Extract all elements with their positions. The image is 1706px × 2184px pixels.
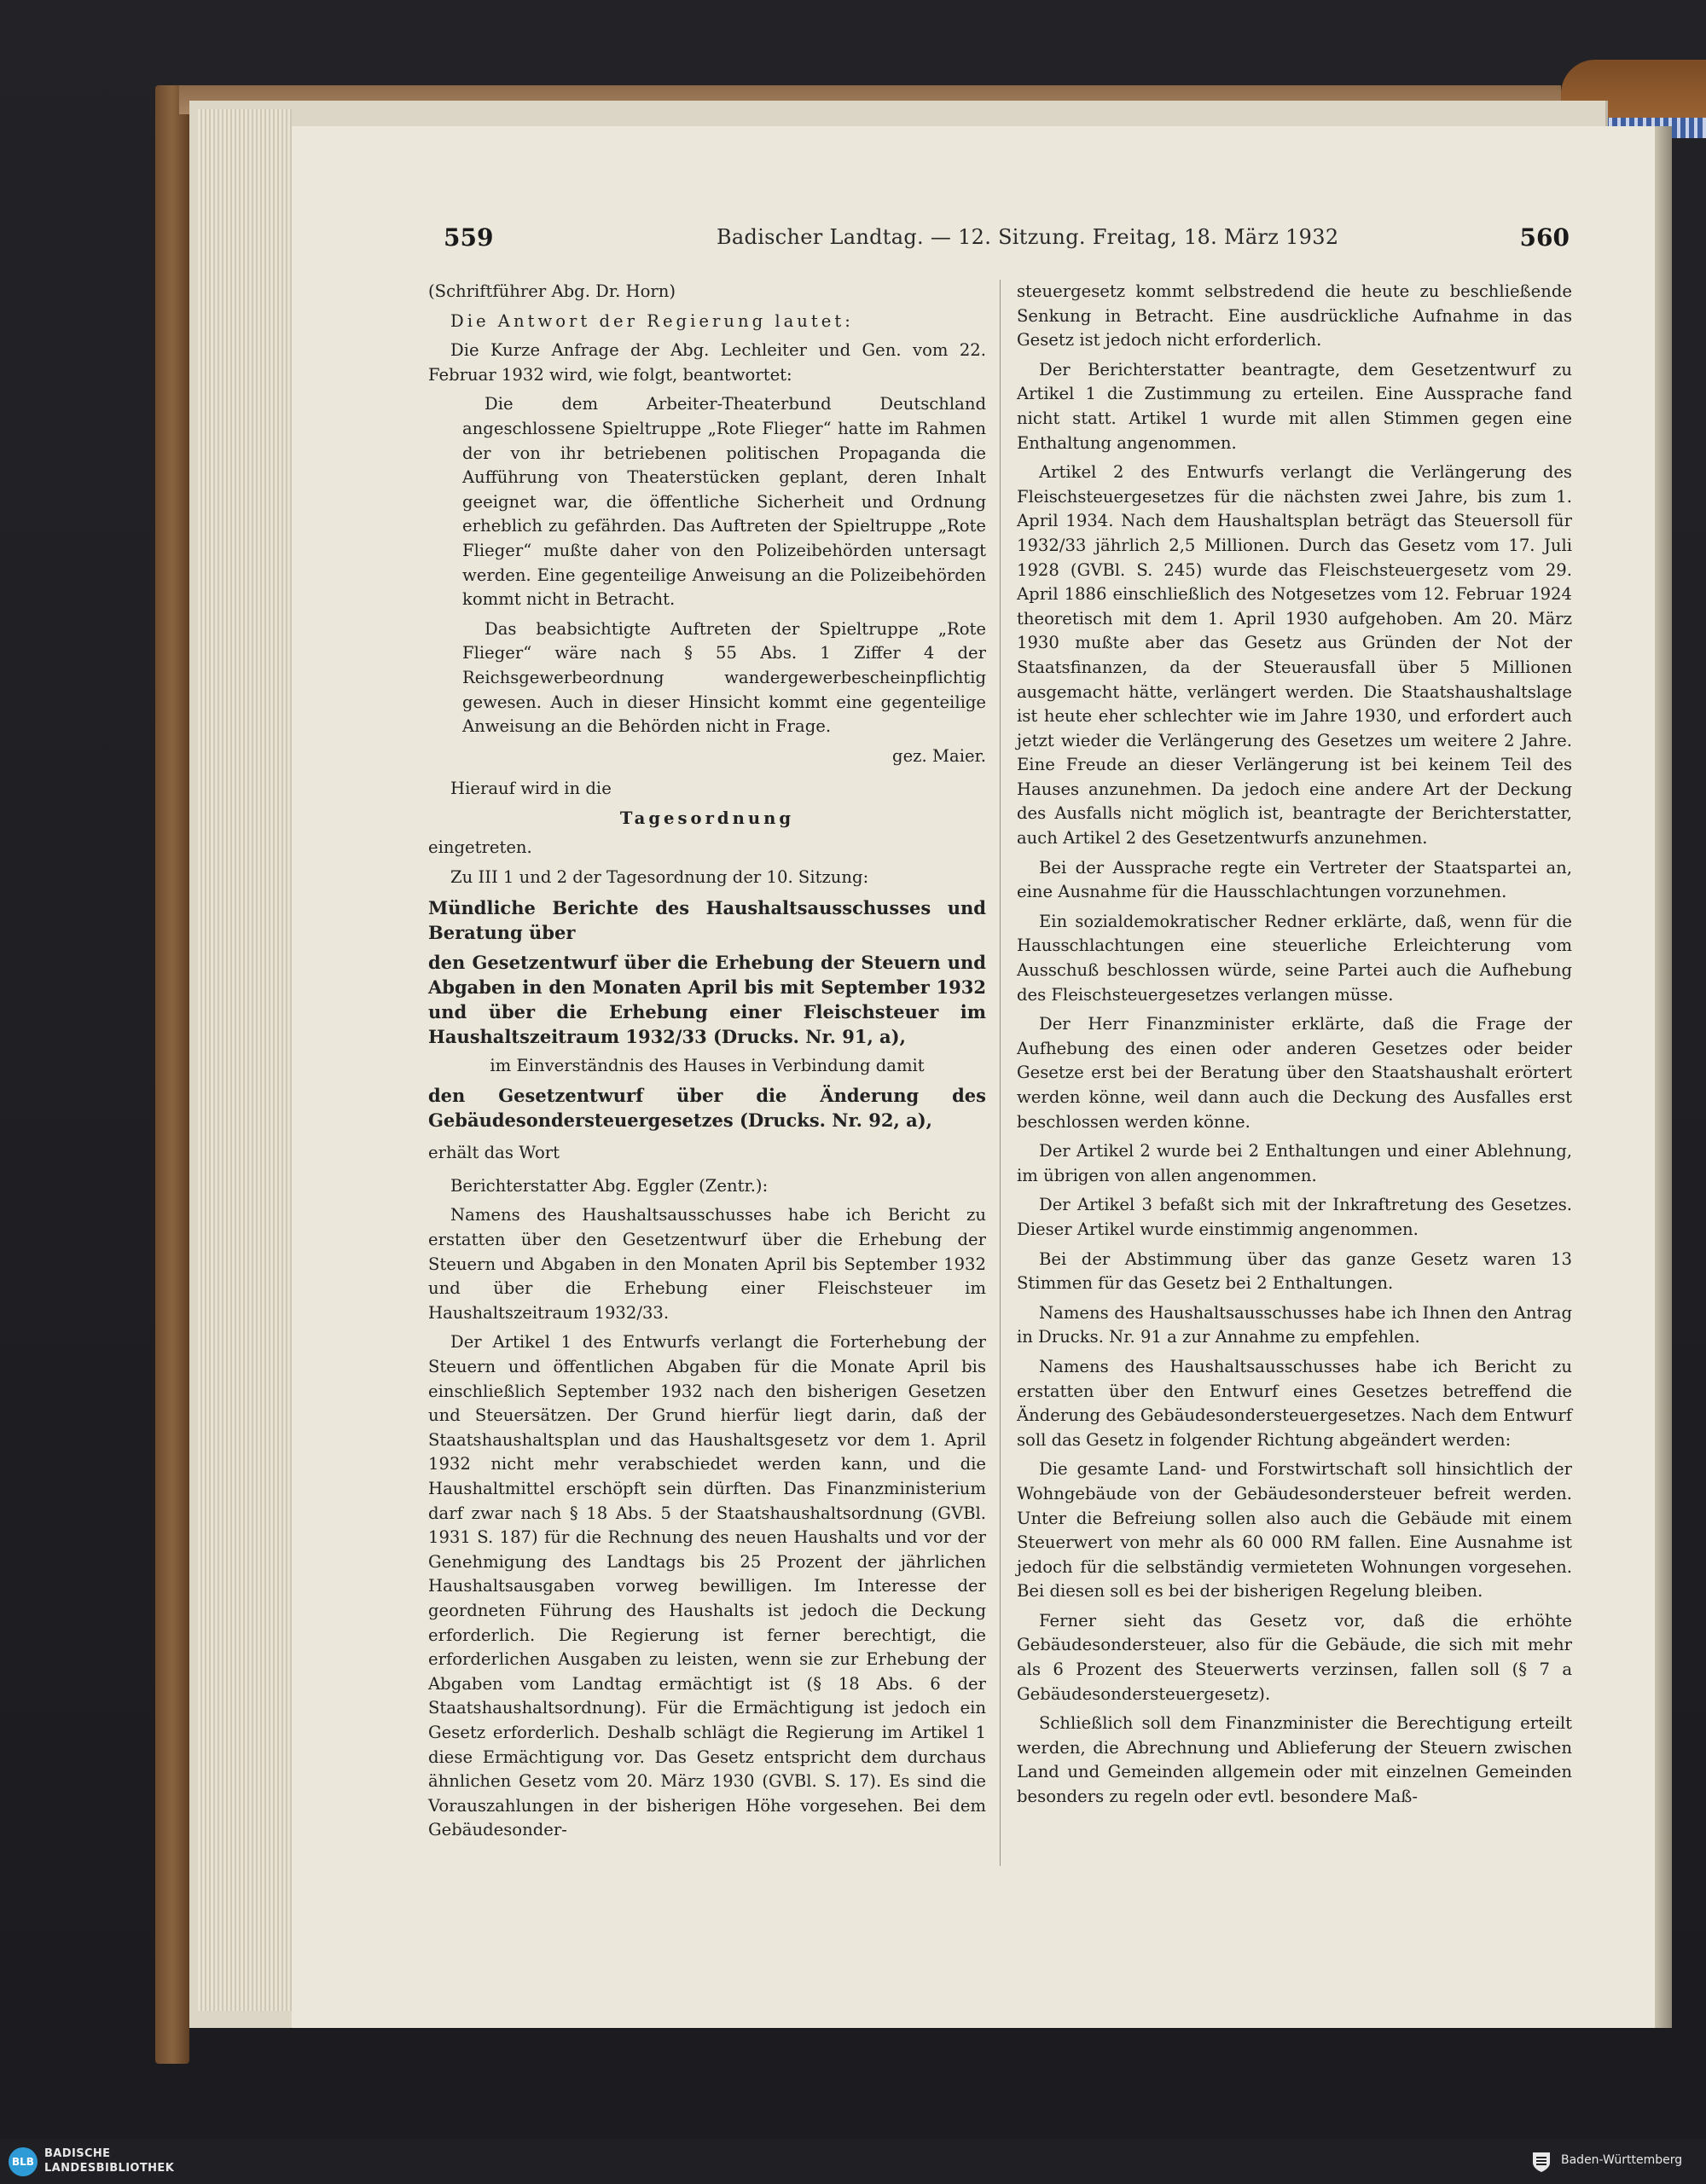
agenda-heading: den Gesetzentwurf über die Erhebung der Steuern und Abgaben in den Monaten April bis mit September 1932 und über die Erhebung einer Fleischsteuer im Haushaltszeitraum 1932/33 (Drucks. Nr. 91, a), [428, 951, 986, 1047]
paragraph: Der Artikel 3 befaßt sich mit der Inkraftretung des Gesetzes. Dieser Artikel wurde einstimmig angenommen. [1017, 1195, 1572, 1239]
paragraph: Die Antwort der Regierung lautet: [450, 310, 854, 331]
paragraph: Die gesamte Land- und Forstwirtschaft soll hinsichtlich der Wohngebäude von der Gebäudesondersteuer befreit werden. Unter die Befreiung sollen also auch die Gebäude mit einem Steuerwert von mehr als 60 000 RM fallen. Eine Ausnahme ist jedoch für die selbständig vermieteten Wohnungen vorgesehen. Bei diesen soll es bei der bisherigen Regelung bleiben. [1017, 1459, 1572, 1602]
page-edges [198, 109, 292, 2011]
paragraph: Bei der Aussprache regte ein Vertreter der Staatspartei an, eine Ausnahme für die Hausschlachtungen vorzunehmen. [1017, 857, 1572, 902]
paragraph: Der Artikel 1 des Entwurfs verlangt die Forterhebung der Steuern und öffentlichen Abgaben für die Monate April bis einschließlich September 1932 nach den bisherigen Gesetzen und Steuersätzen. Der Grund hierfür liegt darin, daß der Staatshaushaltsplan und das Haushaltsgesetz vor dem 1. April 1932 nicht mehr verabschiedet werden kann, und die Haushaltmittel erschöpft sein dürften. Das Finanzministerium darf zwar nach § 18 Abs. 5 der Staatshaushaltsordnung (GVBl. 1931 S. 187) für die Rechnung des neuen Haushalts und vor der Genehmigung des Landtags bis 25 Prozent der jährlichen Haushaltsausgaben vorweg bewilligen. Im Interesse der geordneten Führung des Haushalts ist jedoch die Deckung erforderlich. Die Regierung ist ferner berechtigt, die erforderlichen Ausgaben zu leisten, wenn sie zur Erhebung der Abgaben vom Landtag ermächtigt ist (§ 18 Abs. 6 der Staatshaushaltsordnung). Für die Ermächtigung ist jedoch ein Gesetz erforderlich. Deshalb schlägt die Regierung im Artikel 1 diese Ermächtigung vor. Das Gesetz entspricht dem durchaus ähnlichen Gesetz vom 20. März 1930 (GVBl. S. 17). Es sind die Vorauszahlungen in der bisherigen Höhe vorgesehen. Bei dem Gebäudesonder- [428, 1332, 986, 1840]
running-head-title: Badischer Landtag. — 12. Sitzung. Freitag, 18. März 1932 [717, 225, 1339, 249]
column-divider [1000, 280, 1001, 1866]
agenda-heading: Mündliche Berichte des Haushaltsausschusses und Beratung über [428, 896, 986, 943]
blb-label-line1: BADISCHE [44, 2147, 111, 2160]
paragraph: Der Artikel 2 wurde bei 2 Enthaltungen und einer Ablehnung, im übrigen von allen angenommen. [1017, 1141, 1572, 1185]
paragraph: Der Berichterstatter beantragte, dem Gesetzentwurf zu Artikel 1 die Zustimmung zu erteilen. Eine Aussprache fand nicht statt. Artikel 1 wurde mit allen Stimmen gegen eine Enthaltung angenommen. [1017, 359, 1572, 453]
paragraph: Bei der Abstimmung über das ganze Gesetz waren 13 Stimmen für das Gesetz bei 2 Enthaltungen. [1017, 1248, 1572, 1294]
agenda-heading: den Gesetzentwurf über die Änderung des Gebäudesondersteuergesetzes (Drucks. Nr. 92, a), [428, 1085, 986, 1132]
paragraph: Die Kurze Anfrage der Abg. Lechleiter und Gen. vom 22. Februar 1932 wird, wie folgt, beantwortet: [428, 340, 986, 385]
right-column [1017, 280, 1572, 1815]
paragraph: Artikel 2 des Entwurfs verlangt die Verlängerung des Fleischsteuergesetzes für die nächsten zwei Jahre, bis zum 1. April 1934. Nach dem Haushaltsplan beträgt das Steuersoll für 1932/33 jährlich 2,5 Millionen. Durch das Gesetz vom 17. Juli 1928 (GVBl. S. 245) wurde das Fleischsteuergesetz vom 29. April 1886 einschließlich des Notgesetzes vom 12. Februar 1924 theoretisch mit dem 1. April 1930 aufgehoben. Am 20. März 1930 mußte aber das Gesetz aus Gründen der Not der Staatsfinanzen, da der Steuerausfall über 5 Millionen ausgemacht hätte, verlängert werden. Die Staatshaushaltslage ist heute eher schlechter wie im Jahre 1930, und erfordert auch jetzt wieder die Verlängerung des Gesetzes um weitere 2 Jahre. Eine Freude an dieser Verlängerung ist bei keinem Teil des Hauses anzunehmen. Da jedoch eine andere Art der Deckung des Ausfalls nicht möglich ist, beantragte der Berichterstatter, auch Artikel 2 des Gesetzentwurfs anzunehmen. [1017, 462, 1572, 849]
viewer-footer [0, 2139, 1706, 2184]
paragraph: Ein sozialdemokratischer Redner erklärte, daß, wenn für die Hausschlachtungen eine steuerliche Erleichterung vom Ausschuß beschlossen würde, seine Partei auch die Aufhebung des Fleischsteuergesetzes verlangen müsse. [1017, 911, 1572, 1005]
paragraph: Namens des Haushaltsausschusses habe ich Ihnen den Antrag in Drucks. Nr. 91 a zur Annahme zu empfehlen. [1017, 1302, 1572, 1347]
left-column [428, 280, 986, 1848]
page-number-left: 559 [444, 223, 494, 252]
paragraph: Zu III 1 und 2 der Tagesordnung der 10. Sitzung: [450, 867, 869, 888]
blb-label-line2: LANDESBIBLIOTHEK [44, 2162, 175, 2175]
paragraph: Schließlich soll dem Finanzminister die Berechtigung erteilt werden, die Abrechnung und Ablieferung der Steuern zwischen Land und Gemeinden allgemein oder mit einzelnen Gemeinden besonders zu regeln oder evtl. besondere Maß- [1017, 1713, 1572, 1807]
signature: gez. Maier. [892, 745, 986, 766]
paragraph: Der Herr Finanzminister erklärte, daß die Frage der Aufhebung des einen oder anderen Gesetzes oder beider Gesetze erst bei der Beratung über den Staatshaushalt erörtert werden könne, weil dann auch die Deckung des Ausfalles erst beschlossen werden könne. [1017, 1014, 1572, 1132]
blb-label[interactable] [44, 2146, 174, 2175]
baden-wuerttemberg-crest-icon [1529, 2149, 1554, 2175]
paragraph: Namens des Haushaltsausschusses habe ich Bericht zu erstatten über den Entwurf eines Gesetzes betreffend die Änderung des Gebäudesondersteuergesetzes. Nach dem Entwurf soll das Gesetz in folgender Richtung abgeändert werden: [1017, 1356, 1572, 1450]
speaker-line: Berichterstatter Abg. Eggler (Zentr.): [450, 1175, 769, 1196]
section-heading: Tagesordnung [619, 808, 795, 828]
speaker-note: (Schriftführer Abg. Dr. Horn) [428, 281, 676, 301]
paragraph: Hierauf wird in die [450, 779, 612, 799]
paragraph: eingetreten. [428, 837, 532, 858]
book-cover-spine [155, 85, 189, 2064]
page-number-right: 560 [1519, 223, 1570, 252]
baden-wuerttemberg-label[interactable]: Baden-Württemberg [1561, 2153, 1683, 2167]
paragraph: erhält das Wort [428, 1143, 560, 1163]
page-shadow [1655, 126, 1672, 2028]
blb-logo-icon[interactable]: BLB [9, 2147, 38, 2176]
paragraph: Namens des Haushaltsausschusses habe ich Bericht zu erstatten über den Gesetzentwurf über die Erhebung der Steuern und Abgaben in den Monaten April bis September 1932 und über die Erhebung einer Fleischsteuer im Haushaltszeitraum 1932/33. [428, 1205, 986, 1323]
paragraph: steuergesetz kommt selbstredend die heute zu beschließende Senkung in Betracht. Eine ausdrückliche Aufnahme in das Gesetz ist jedoch nicht erforderlich. [1017, 281, 1572, 350]
paragraph: Die dem Arbeiter-Theaterbund Deutschland angeschlossene Spieltruppe „Rote Flieger“ hatte im Rahmen der von ihr betriebenen politischen Propaganda die Aufführung von Theaterstücken geplant, deren Inhalt geeignet war, die öffentliche Sicherheit und Ordnung erheblich zu gefährden. Das Auftreten der Spieltruppe „Rote Flieger“ mußte daher von den Polizeibehörden untersagt werden. Eine gegenteilige Anweisung an die Polizeibehörden kommt nicht in Betracht. [462, 394, 986, 610]
paragraph: Ferner sieht das Gesetz vor, daß die erhöhte Gebäudesondersteuer, also für die Gebäude, die sich mit mehr als 6 Prozent des Steuerwerts verzinsen, fallen soll (§ 7 a Gebäudesondersteuergesetz). [1017, 1610, 1572, 1704]
running-head [444, 223, 1570, 258]
paragraph: im Einverständnis des Hauses in Verbindung damit [490, 1055, 925, 1075]
paragraph: Das beabsichtigte Auftreten der Spieltruppe „Rote Flieger“ wäre nach § 55 Abs. 1 Ziffer 4 der Reichsgewerbeordnung wandergewerbescheinpflichtig gewesen. Auch in dieser Hinsicht kommt eine gegenteilige Anweisung an die Behörden nicht in Frage. [462, 618, 986, 737]
